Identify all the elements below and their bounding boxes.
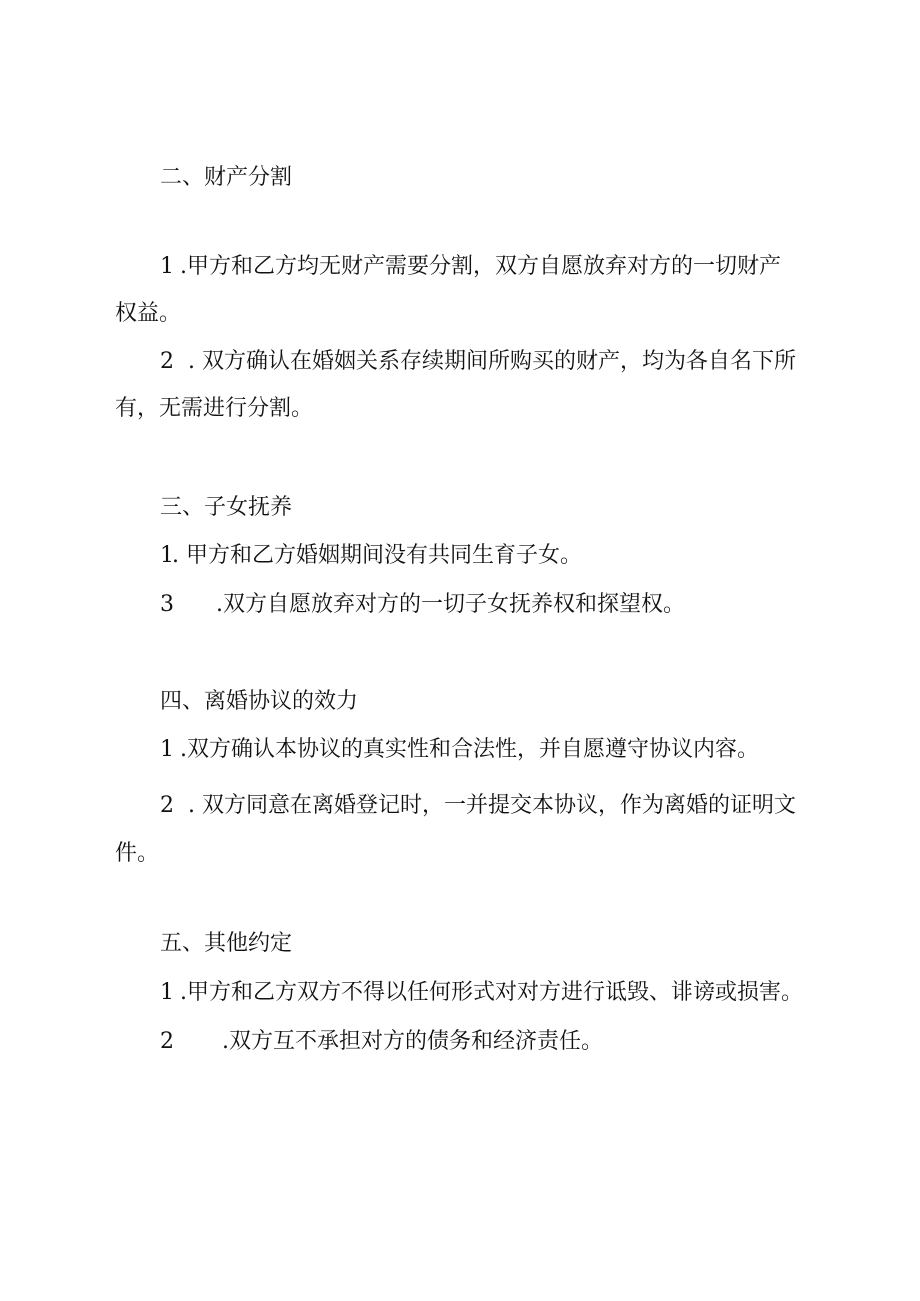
clause-text: .双方确认本协议的真实性和合法性，并自愿遵守协议内容。 bbox=[180, 737, 759, 762]
clause-text: . 甲方和乙方婚姻期间没有共同生育子女。 bbox=[172, 543, 582, 568]
clause-line bbox=[160, 792, 796, 820]
section-heading: 四、离婚协议的效力 bbox=[160, 689, 359, 714]
clause-text-continued: 件。 bbox=[115, 841, 160, 866]
clause-number: 1 bbox=[160, 737, 174, 762]
clause-number: 3 bbox=[160, 592, 174, 617]
clause-line bbox=[160, 1028, 603, 1056]
clause-number: 1 bbox=[160, 980, 174, 1005]
clause-line bbox=[160, 591, 685, 619]
clause-text-continued: 权益。 bbox=[115, 301, 182, 326]
clause-line bbox=[160, 979, 803, 1007]
clause-number: 1 bbox=[160, 254, 174, 279]
clause-text-continued: 有，无需进行分割。 bbox=[115, 396, 314, 421]
clause-text: . 双方确认在婚姻关系存续期间所购买的财产，均为各自名下所 bbox=[188, 349, 796, 374]
clause-text: .双方互不承担对方的债务和经济责任。 bbox=[222, 1029, 603, 1054]
clause-text: . 双方同意在离婚登记时，一并提交本协议，作为离婚的证明文 bbox=[188, 793, 796, 818]
clause-text: .甲方和乙方双方不得以任何形式对对方进行诋毁、诽谤或损害。 bbox=[180, 980, 803, 1005]
clause-text: .双方自愿放弃对方的一切子女抚养权和探望权。 bbox=[216, 592, 685, 617]
section-heading: 二、财产分割 bbox=[160, 165, 293, 190]
section-heading: 三、子女抚养 bbox=[160, 495, 293, 520]
clause-number: 2 bbox=[160, 349, 174, 374]
clause-line bbox=[160, 736, 759, 764]
clause-number: 2 bbox=[160, 793, 174, 818]
clause-number: 1 bbox=[160, 543, 174, 568]
clause-number: 2 bbox=[160, 1029, 174, 1054]
clause-text: .甲方和乙方均无财产需要分割，双方自愿放弃对方的一切财产 bbox=[180, 254, 781, 279]
clause-line bbox=[160, 542, 582, 570]
clause-line bbox=[160, 253, 781, 281]
clause-line bbox=[160, 348, 796, 376]
section-heading: 五、其他约定 bbox=[160, 931, 293, 956]
